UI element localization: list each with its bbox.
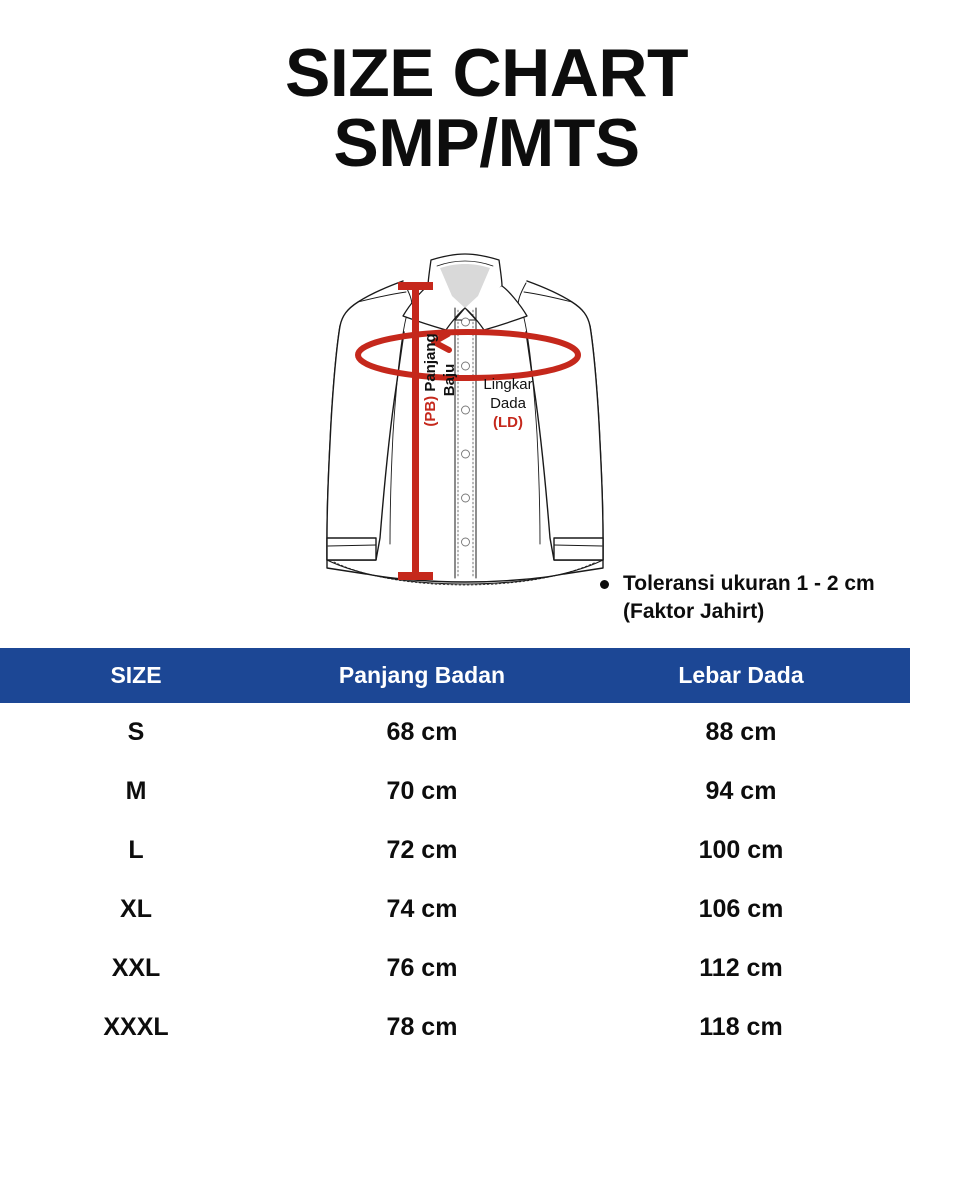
shirt-cuff-left [327, 538, 376, 560]
cell-size: L [128, 836, 144, 864]
tolerance-note [600, 570, 960, 626]
column-header-size: SIZE [110, 662, 162, 688]
cell-size: XXXL [103, 1013, 169, 1041]
cell-chest: 118 cm [699, 1013, 783, 1041]
column-header-length: Panjang Badan [338, 662, 506, 688]
cell-size: M [125, 777, 147, 805]
shirt-cuff-right [554, 538, 603, 560]
cell-length: 68 cm [386, 718, 458, 746]
table-row [0, 703, 910, 762]
table-row [0, 880, 910, 939]
cell-chest: 88 cm [705, 718, 777, 746]
cell-length: 78 cm [386, 1013, 458, 1041]
size-table-header-row [0, 648, 910, 703]
cell-chest: 94 cm [705, 777, 777, 805]
table-row [0, 821, 910, 880]
tolerance-note-text [623, 570, 875, 626]
chest-label-code: (LD) [493, 414, 523, 431]
cell-length: 76 cm [386, 954, 458, 982]
cell-chest: 106 cm [698, 895, 784, 923]
cell-chest: 112 cm [699, 954, 783, 982]
cell-length: 70 cm [386, 777, 458, 805]
cell-size: XXL [111, 954, 161, 982]
table-row [0, 762, 910, 821]
length-label-text: Panjang [422, 333, 439, 396]
length-label-code: (PB) [422, 395, 439, 427]
cell-length: 72 cm [386, 836, 458, 864]
bullet-icon [600, 580, 609, 589]
table-row [0, 998, 910, 1057]
chest-label-line-1: Lingkar [483, 376, 533, 393]
tolerance-note-line-1: Toleransi ukuran 1 - 2 cm [623, 572, 875, 595]
chest-label-line-2: Dada [490, 395, 526, 412]
cell-chest: 100 cm [698, 836, 784, 864]
title-line-2: SMP/MTS [333, 105, 640, 182]
cell-size: XL [120, 895, 152, 923]
size-table [0, 648, 973, 1057]
length-label-line-2: Baju [441, 363, 458, 397]
chest-measure-label [463, 375, 553, 432]
column-header-chest: Lebar Dada [678, 662, 804, 688]
cell-size: S [127, 718, 145, 746]
table-row [0, 939, 910, 998]
cell-length: 74 cm [386, 895, 458, 923]
tolerance-note-line-2: (Faktor Jahirt) [623, 600, 765, 623]
title-line-1: SIZE CHART [285, 35, 688, 111]
page-title [0, 35, 973, 182]
